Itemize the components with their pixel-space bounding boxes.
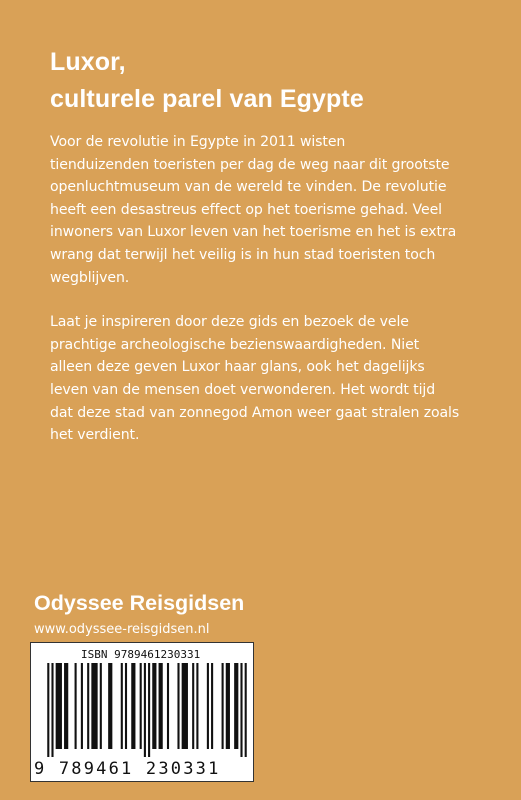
barcode-bar (125, 663, 127, 749)
barcode-bar (177, 663, 179, 749)
blurb-paragraph-2 (50, 311, 490, 447)
barcode-bar (226, 663, 230, 749)
barcode-bar (144, 663, 146, 757)
blurb-line: leven van de mensen doet verwonderen. Het wordt tijd (50, 381, 436, 398)
barcode-bar (148, 663, 150, 757)
barcode (30, 642, 254, 782)
barcode-bar (64, 663, 68, 749)
barcode-bar (87, 663, 89, 749)
blurb-line: openluchtmuseum van de wereld te vinden. De revolutie (50, 179, 447, 196)
blurb-line: alleen deze geven Luxor haar glans, ook het dagelijks (50, 359, 425, 376)
blurb-line: prachtige archeologische bezienswaardigheden. Niet (50, 336, 420, 353)
barcode-bar (159, 663, 163, 749)
blurb-line: Laat je inspireren door deze gids en bezoek de vele (50, 314, 409, 331)
barcode-bars (37, 663, 249, 757)
barcode-bar (234, 663, 238, 749)
blurb-line: Voor de revolutie in Egypte in 2011 wisten (50, 134, 346, 150)
barcode-bar (222, 663, 224, 749)
cover-title (50, 44, 364, 118)
barcode-bar (240, 663, 242, 757)
publisher-name: Odyssee Reisgidsen (34, 591, 245, 615)
blurb-line: wegblijven. (50, 269, 130, 286)
barcode-bar (121, 663, 123, 749)
barcode-bar (211, 663, 213, 749)
blurb-line: inwoners van Luxor leven van het toerisme en het is extra (50, 224, 457, 241)
barcode-bar (182, 663, 188, 749)
barcode-bar (108, 663, 112, 749)
blurb (50, 131, 490, 469)
barcode-bar (140, 663, 142, 749)
barcode-bar (47, 663, 49, 757)
barcode-bar (91, 663, 97, 749)
barcode-bar (152, 663, 156, 749)
blurb-line: dat deze stad van zonnegod Amon weer gaat stralen zoals (50, 404, 460, 421)
barcode-digits: 9 789461 230331 (34, 759, 221, 779)
barcode-bar (196, 663, 198, 749)
barcode-bar (192, 663, 194, 749)
publisher-url: www.odyssee-reisgidsen.nl (34, 622, 210, 637)
barcode-bar (207, 663, 209, 749)
cover-title-line-2: culturele parel van Egypte (50, 85, 364, 113)
blurb-line: heeft een desastreus effect op het toerisme gehad. Veel (50, 201, 442, 218)
barcode-bar (51, 663, 53, 757)
barcode-bar (167, 663, 169, 749)
blurb-line: het verdient. (50, 427, 140, 444)
barcode-bar (81, 663, 83, 749)
blurb-line: wrang dat terwijl het veilig is in hun stad toeristen toch (50, 246, 436, 263)
blurb-line: tienduizenden toeristen per dag de weg naar dit grootste (50, 156, 450, 173)
barcode-bar (56, 663, 62, 749)
barcode-bar (100, 663, 102, 749)
barcode-bar (131, 663, 135, 749)
barcode-bar (245, 663, 247, 757)
cover-title-line-1: Luxor, (50, 48, 126, 76)
barcode-bar (75, 663, 77, 749)
blurb-paragraph-1 (50, 131, 490, 289)
isbn-label: ISBN 9789461230331 (81, 648, 201, 661)
